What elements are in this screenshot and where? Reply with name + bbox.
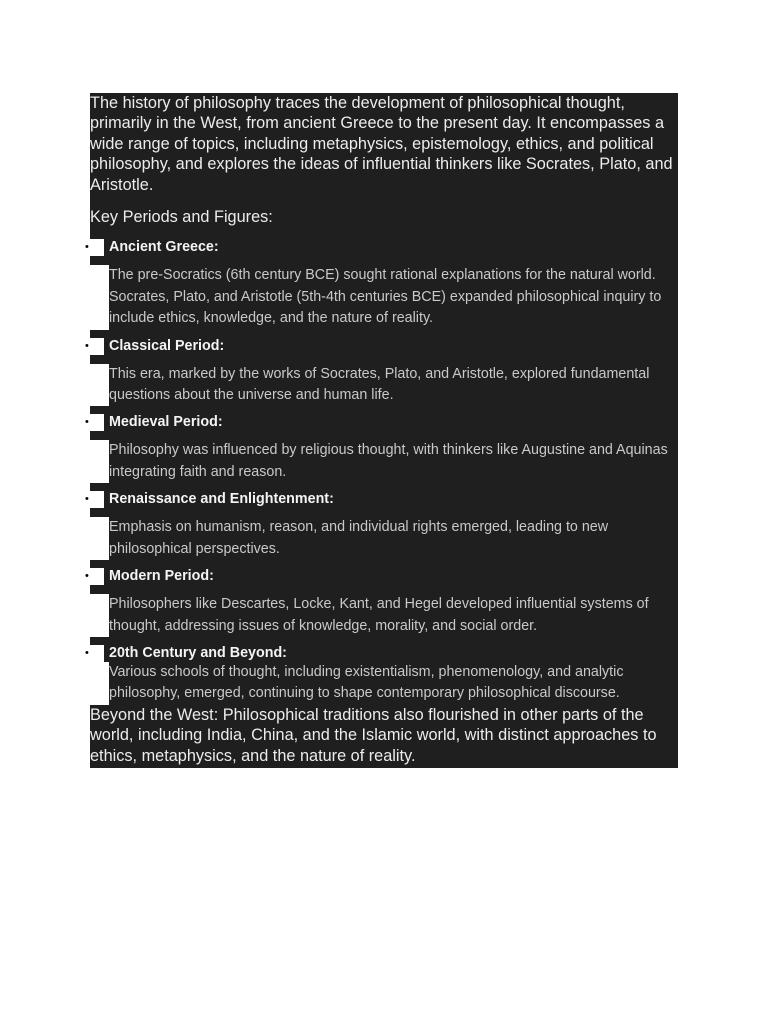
bullet-icon: • xyxy=(86,338,104,355)
outro-paragraph: Beyond the West: Philosophical traditions also flourished in other parts of the world, including India, China, and the Islamic world, with distinct approaches to ethics, metaphysics, and the nature of reality. xyxy=(90,705,657,765)
bullet-icon: • xyxy=(86,414,104,431)
period-description: Emphasis on humanism, reason, and individual rights emerged, leading to new philosophical perspectives. xyxy=(90,517,678,560)
list-item xyxy=(85,491,678,560)
period-title: Classical Period: xyxy=(109,337,225,354)
period-description: The pre-Socratics (6th century BCE) sought rational explanations for the natural world. Socrates, Plato, and Aristotle (5th-4th centuries BCE) expanded philosophical inquiry to include ethics, knowledge, and the nature of reality. xyxy=(90,265,678,329)
period-title: Renaissance and Enlightenment: xyxy=(109,491,334,508)
period-title: Modern Period: xyxy=(109,568,214,585)
bullet-icon: • xyxy=(86,645,104,662)
bullet-icon: • xyxy=(86,239,104,256)
section-heading: Key Periods and Figures: xyxy=(90,208,273,227)
list-item xyxy=(85,568,678,637)
list-item xyxy=(85,644,678,705)
list-item xyxy=(85,239,678,329)
period-description: Philosophy was influenced by religious thought, with thinkers like Augustine and Aquinas integrating faith and reason. xyxy=(90,440,678,483)
period-description: Various schools of thought, including existentialism, phenomenology, and analytic philosophy, emerged, continuing to shape contemporary philosophical discourse. xyxy=(90,662,678,705)
periods-list xyxy=(85,239,678,704)
bullet-icon: • xyxy=(86,568,104,585)
bullet-icon: • xyxy=(86,491,104,508)
period-title: Medieval Period: xyxy=(109,414,223,431)
period-title: Ancient Greece: xyxy=(109,239,219,256)
period-description: Philosophers like Descartes, Locke, Kant, and Hegel developed influential systems of thought, addressing issues of knowledge, morality, and social order. xyxy=(90,594,678,637)
intro-paragraph: The history of philosophy traces the development of philosophical thought, primarily in the West, from ancient Greece to the present day. It encompasses a wide range of topics, including metaphysics, epistemology, ethics, and political philosophy, and explores the ideas of influential thinkers like Socrates, Plato, and Aristotle. xyxy=(90,94,673,194)
document-body xyxy=(85,93,678,768)
period-description: This era, marked by the works of Socrates, Plato, and Aristotle, explored fundamental questions about the universe and human life. xyxy=(90,364,678,407)
list-item xyxy=(85,337,678,407)
list-item xyxy=(85,414,678,483)
period-title: 20th Century and Beyond: xyxy=(109,644,287,661)
